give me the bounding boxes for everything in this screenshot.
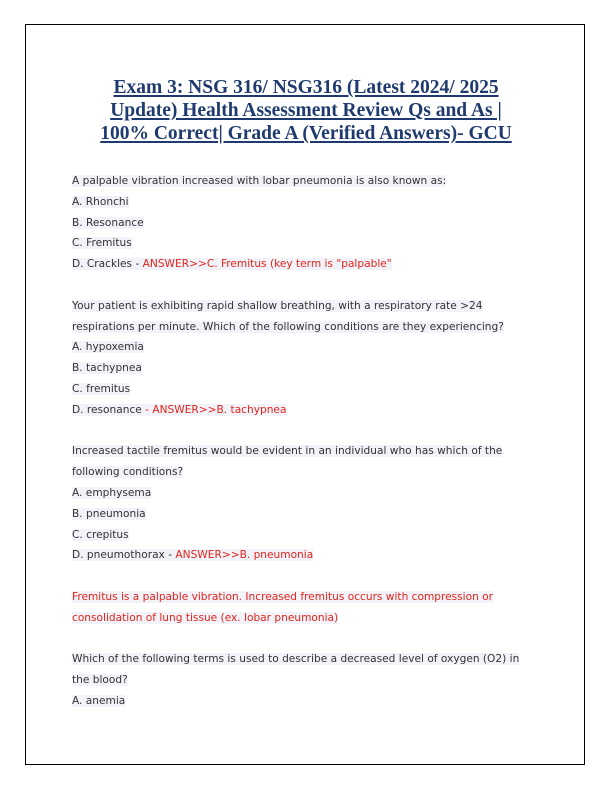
answer-option: D. Crackles - bbox=[72, 258, 140, 271]
correct-answer: ANSWER>>C. Fremitus (key term is "palpable" bbox=[139, 258, 392, 271]
answer-option: B. tachypnea bbox=[72, 362, 142, 375]
answer-option: C. fremitus bbox=[72, 382, 131, 395]
title-line: Exam 3: NSG 316/ NSG316 (Latest 2024/ 2025 bbox=[113, 77, 499, 98]
title-line: 100% Correct| Grade A (Verified Answers)- GCU bbox=[100, 123, 512, 144]
question-stem: Increased tactile fremitus would be evident in an individual who has which of the bbox=[72, 445, 503, 458]
answer-option: A. anemia bbox=[72, 694, 126, 707]
answer-option: D. resonance bbox=[72, 403, 142, 416]
document-title bbox=[40, 76, 572, 145]
correct-answer: ANSWER>>B. pneumonia bbox=[172, 549, 314, 562]
question-block bbox=[72, 649, 562, 711]
answer-option: A. emphysema bbox=[72, 486, 152, 499]
answer-option: C. crepitus bbox=[72, 528, 129, 541]
question-block bbox=[72, 296, 562, 421]
answer-option: B. Resonance bbox=[72, 216, 144, 229]
question-stem: respirations per minute. Which of the following conditions are they experiencing? bbox=[72, 320, 504, 333]
note-line: consolidation of lung tissue (ex. lobar pneumonia) bbox=[72, 611, 339, 624]
question-stem: A palpable vibration increased with lobar pneumonia is also known as: bbox=[72, 175, 447, 187]
correct-answer: - ANSWER>>B. tachypnea bbox=[141, 403, 287, 416]
question-stem: the blood? bbox=[72, 674, 128, 687]
question-block bbox=[72, 441, 562, 566]
answer-option: D. pneumothorax - bbox=[72, 549, 173, 562]
answer-note bbox=[72, 587, 562, 629]
question-stem: Which of the following terms is used to describe a decreased level of oxygen (O2) in bbox=[72, 653, 520, 666]
question-stem: Your patient is exhibiting rapid shallow breathing, with a respiratory rate >24 bbox=[72, 299, 483, 312]
answer-option: C. Fremitus bbox=[72, 237, 132, 250]
question-block bbox=[72, 171, 562, 275]
title-line: Update) Health Assessment Review Qs and As | bbox=[110, 100, 502, 121]
document-body bbox=[72, 171, 562, 712]
note-line: Fremitus is a palpable vibration. Increased fremitus occurs with compression or bbox=[72, 590, 494, 603]
question-stem: following conditions? bbox=[72, 466, 184, 479]
answer-option: A. Rhonchi bbox=[72, 195, 129, 208]
answer-option: A. hypoxemia bbox=[72, 341, 144, 354]
answer-option: B. pneumonia bbox=[72, 507, 146, 520]
